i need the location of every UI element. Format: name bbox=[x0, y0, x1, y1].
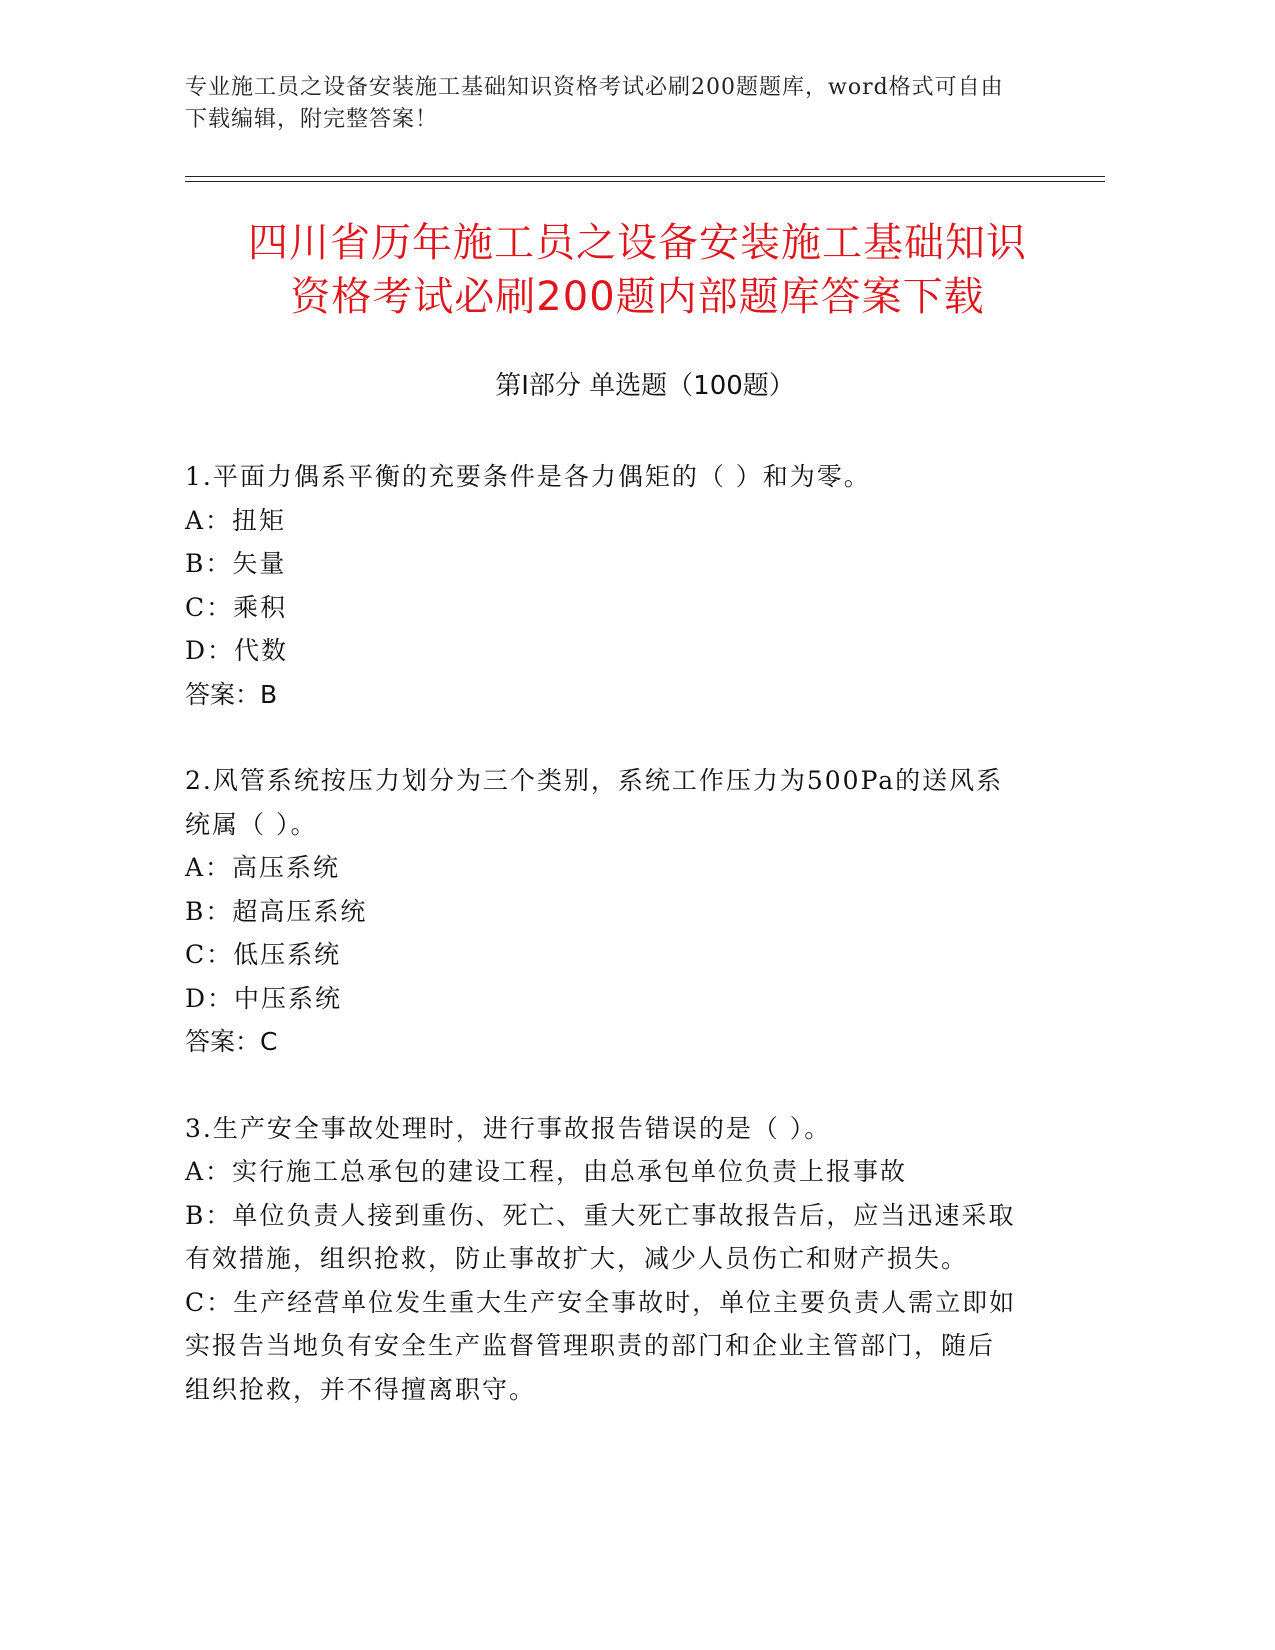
option-a: A：高压系统 bbox=[185, 853, 341, 882]
header-note bbox=[185, 72, 1065, 136]
question-3 bbox=[185, 1107, 1045, 1412]
question-stem: 3.生产安全事故处理时，进行事故报告错误的是（ ）。 bbox=[185, 1113, 832, 1143]
option-a: A：扭矩 bbox=[185, 505, 287, 535]
question-stem: 统属（ ）。 bbox=[185, 809, 318, 839]
option-d: D：代数 bbox=[185, 636, 289, 665]
option-b: B：矢量 bbox=[185, 549, 287, 578]
section-heading: 第Ⅰ部分 单选题（100题） bbox=[495, 371, 795, 401]
question-1 bbox=[185, 455, 1045, 716]
header-divider bbox=[185, 181, 1105, 182]
answer-label: 答案：B bbox=[185, 679, 278, 709]
question-2 bbox=[185, 759, 1045, 1064]
option-a: A：实行施工总承包的建设工程，由总承包单位负责上报事故 bbox=[185, 1157, 908, 1186]
answer-label: 答案：C bbox=[185, 1027, 278, 1056]
option-c: C：乘积 bbox=[185, 592, 288, 622]
header-divider bbox=[185, 176, 1105, 177]
option-b: B：单位负责人接到重伤、死亡、重大死亡事故报告后，应当迅速采取 bbox=[185, 1200, 1016, 1230]
document-title-line: 四川省历年施工员之设备安装施工基础知识 bbox=[248, 220, 1027, 266]
option-d: D：中压系统 bbox=[185, 983, 343, 1013]
question-stem: 2.风管系统按压力划分为三个类别，系统工作压力为500Pa的送风系 bbox=[185, 766, 1004, 795]
question-list bbox=[185, 455, 1045, 1454]
option-c: 组织抢救，并不得擅离职守。 bbox=[185, 1374, 537, 1404]
option-c: C：低压系统 bbox=[185, 940, 342, 969]
header-note-line: 专业施工员之设备安装施工基础知识资格考试必刷200题题库，word格式可自由 bbox=[185, 75, 1004, 100]
option-c: C：生产经营单位发生重大生产安全事故时，单位主要负责人需立即如 bbox=[185, 1287, 1017, 1317]
option-b: B：超高压系统 bbox=[185, 896, 368, 926]
document-title bbox=[150, 216, 1125, 324]
header-note-line: 下载编辑，附完整答案！ bbox=[185, 107, 439, 132]
document-title-line: 资格考试必刷200题内部题库答案下载 bbox=[290, 274, 985, 320]
question-stem: 1.平面力偶系平衡的充要条件是各力偶矩的（ ）和为零。 bbox=[185, 462, 871, 491]
option-b: 有效措施，组织抢救，防止事故扩大，减少人员伤亡和财产损失。 bbox=[185, 1244, 969, 1273]
option-c: 实报告当地负有安全生产监督管理职责的部门和企业主管部门，随后 bbox=[185, 1331, 996, 1360]
